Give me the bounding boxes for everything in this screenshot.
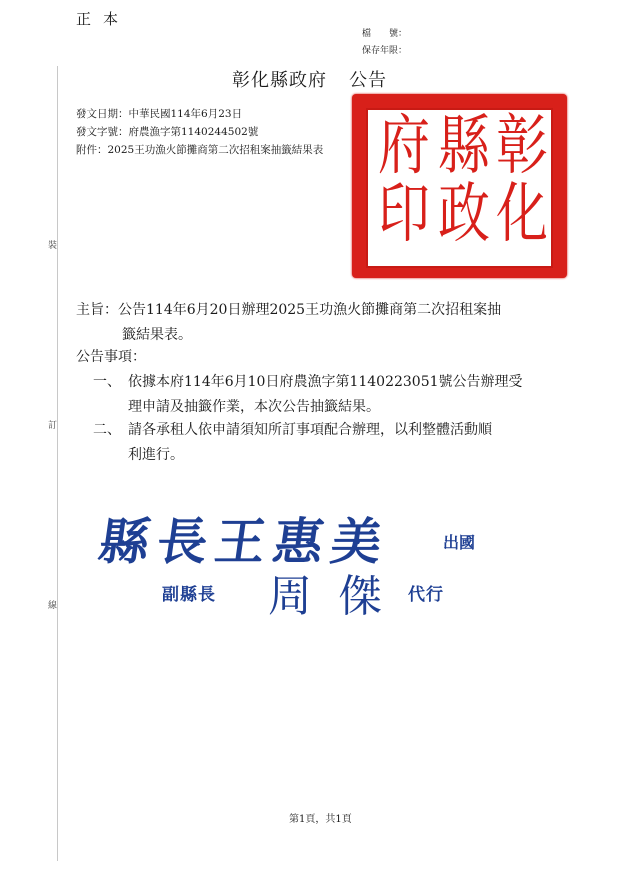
page-number: 第1頁，共1頁: [289, 814, 352, 825]
subject-line-2: 籤結果表。: [122, 327, 192, 343]
deputy-name-stamp: 周傑: [268, 571, 408, 622]
seal-char: 印: [378, 176, 431, 252]
copy-label: 正本: [76, 10, 131, 28]
notice-item-number: 二、: [93, 422, 121, 438]
document-title: [232, 66, 387, 92]
attachment-line: 附件：2025王功漁火節攤商第二次招租案抽籤結果表: [76, 144, 324, 156]
abroad-note: 出國: [443, 533, 476, 552]
notice-heading: 公告事項：: [76, 349, 146, 365]
magistrate-signature-stamp: 縣長王惠美: [95, 513, 394, 571]
document-type: 公告: [349, 70, 387, 91]
acting-note: 代行: [408, 585, 444, 605]
seal-char: 政: [438, 176, 491, 252]
binding-margin-line: [57, 66, 58, 861]
notice-item-number: 一、: [93, 374, 121, 390]
binding-mark-line: 線: [48, 598, 57, 611]
seal-char: 彰: [496, 108, 549, 184]
file-number-label: 檔 號：: [362, 29, 408, 39]
seal-char: 縣: [438, 108, 491, 184]
seal-char: 府: [378, 108, 431, 184]
notice-item-line-1: 請各承租人依申請須知所訂事項配合辦理，以利整體活動順: [128, 422, 492, 438]
deputy-title: 副縣長: [162, 585, 216, 605]
binding-mark-staple: 訂: [48, 418, 57, 431]
notice-item: [93, 370, 563, 420]
notice-item-line-2: 利進行。: [128, 447, 184, 463]
notice-item: [93, 418, 563, 468]
subject-paragraph: [76, 298, 566, 348]
issuing-organization: 彰化縣政府: [232, 70, 327, 91]
subject-line-1: 主旨：公告114年6月20日辦理2025王功漁火節攤商第二次招租案抽: [76, 302, 502, 318]
notice-item-line-1: 依據本府114年6月10日府農漁字第1140223051號公告辦理受: [128, 374, 523, 390]
retention-period-label: 保存年限：: [362, 46, 408, 56]
seal-char: 化: [496, 176, 549, 252]
official-seal-frame: [366, 108, 553, 268]
binding-mark-bind: 裝: [48, 238, 57, 251]
issue-number: 發文字號：府農漁字第1140244502號: [76, 126, 259, 138]
notice-item-line-2: 理申請及抽籤作業，本次公告抽籤結果。: [128, 399, 380, 415]
official-seal: [352, 94, 567, 278]
issue-date: 發文日期：中華民國114年6月23日: [76, 108, 243, 120]
